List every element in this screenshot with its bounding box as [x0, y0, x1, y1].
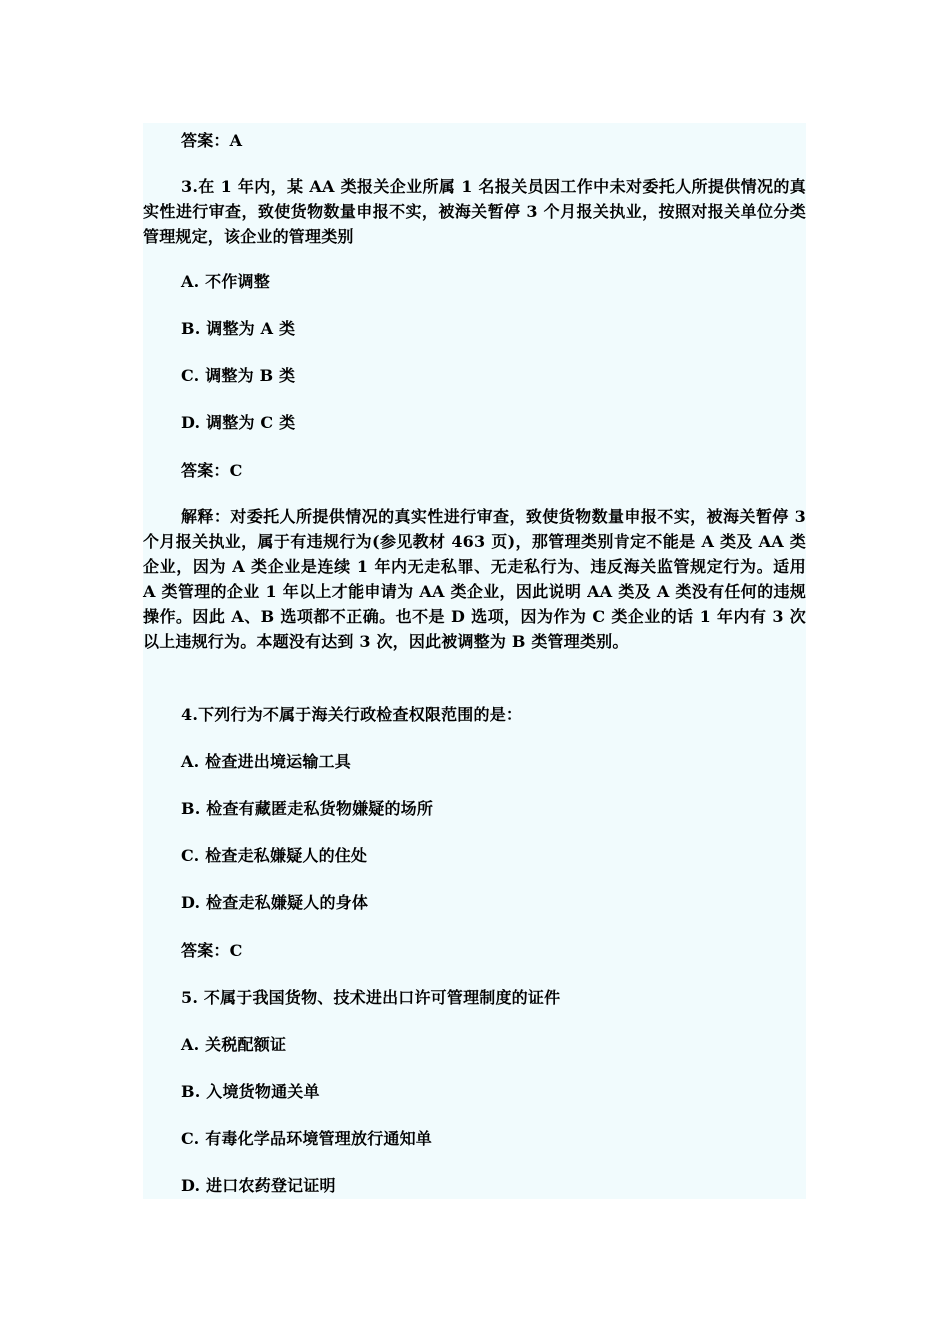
question-4-stem: 4.下列行为不属于海关行政检查权限范围的是：: [181, 705, 523, 724]
question-3-option-a: A. 不作调整: [181, 272, 270, 291]
document-content: [143, 123, 806, 1199]
question-4-option-a: A. 检查进出境运输工具: [181, 752, 351, 771]
answer-q2: 答案：A: [181, 131, 243, 150]
question-5-stem: 5. 不属于我国货物、技术进出口许可管理制度的证件: [181, 988, 561, 1007]
question-3-explanation: 解释：对委托人所提供情况的真实性进行审查，致使货物数量申报不实，被海关暂停 3 个月报关执业，属于有违规行为(参见教材 463 页)，那管理类别肯定不能是 A 类及 AA 类企业，因为 A 类企业是连续 1 年内无走私罪、无走私行为、违反海关监管规定行为。适用 A 类管理的企业 1 年以上才能申请为 AA 类企业，因此说明 AA 类及 A 类没有任何的违规操作。因此 A、B 选项都不正确。也不是 D 选项，因为作为 C 类企业的话 1 年内有 3 次以上违规行为。本题没有达到 3 次，因此被调整为 B 类管理类别。: [143, 507, 806, 651]
question-4-option-b: B. 检查有藏匿走私货物嫌疑的场所: [181, 799, 434, 818]
question-4-option-d: D. 检查走私嫌疑人的身体: [181, 893, 369, 912]
question-4-option-c: C. 检查走私嫌疑人的住处: [181, 846, 368, 865]
question-5-option-d: D. 进口农药登记证明: [181, 1176, 336, 1195]
question-3-option-c: C. 调整为 B 类: [181, 366, 296, 385]
question-5-option-a: A. 关税配额证: [181, 1035, 287, 1054]
answer-q4: 答案：C: [181, 941, 243, 960]
question-5-option-b: B. 入境货物通关单: [181, 1082, 320, 1101]
question-5-option-c: C. 有毒化学品环境管理放行通知单: [181, 1129, 432, 1148]
question-3-option-b: B. 调整为 A 类: [181, 319, 296, 338]
answer-q3: 答案：C: [181, 461, 243, 480]
question-3-stem: 3.在 1 年内，某 AA 类报关企业所属 1 名报关员因工作中未对委托人所提供情况的真实性进行审查，致使货物数量申报不实，被海关暂停 3 个月报关执业，按照对报关单位分类管理规定，该企业的管理类别: [143, 177, 806, 246]
question-3-option-d: D. 调整为 C 类: [181, 413, 296, 432]
